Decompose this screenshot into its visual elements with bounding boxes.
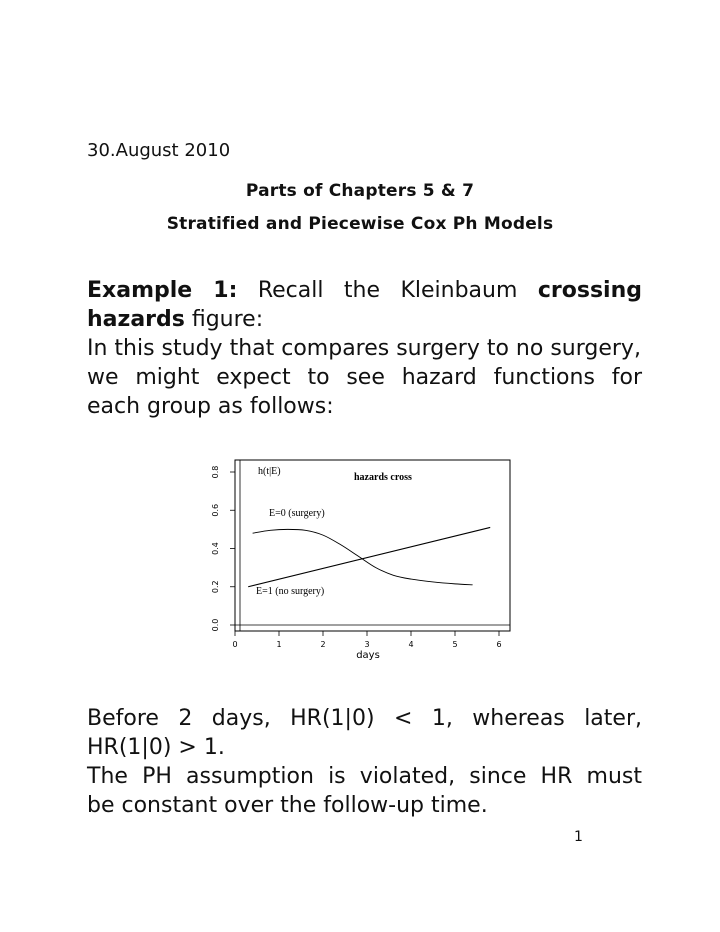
heading-title: Stratified and Piecewise Cox Ph Models <box>166 214 554 234</box>
x-axis <box>232 631 501 649</box>
date: 30.August 2010 <box>87 140 231 161</box>
x-tick-label-1: 1 <box>276 640 282 649</box>
x-tick-label-0: 0 <box>232 640 238 649</box>
y-axis-label: h(t|E) <box>258 466 281 477</box>
series-group <box>248 527 490 586</box>
example-text-1: Recall the Kleinbaum <box>257 278 518 303</box>
x-axis-label: days <box>356 650 380 661</box>
y-tick-label-2: 0.4 <box>211 542 220 555</box>
x-tick-label-5: 5 <box>452 640 458 649</box>
y-axis <box>211 466 235 632</box>
x-tick-label-2: 2 <box>320 640 326 649</box>
y-tick-label-3: 0.6 <box>211 503 220 517</box>
example-bold-crossing: crossing <box>537 278 642 303</box>
example-line-1 <box>87 276 642 305</box>
conclusion-line-3: The PH assumption is violated, since HR must <box>87 764 642 789</box>
series-label-no-surgery: E=1 (no surgery) <box>256 586 325 597</box>
plot-frame <box>235 460 510 631</box>
conclusion-line-4: be constant over the follow-up time. <box>87 793 488 818</box>
example-paragraph <box>87 276 642 421</box>
example-line-2 <box>87 305 642 334</box>
chart-title: hazards cross <box>354 472 412 483</box>
example-line-4: we might expect to see hazard functions for <box>87 365 642 390</box>
x-tick-label-3: 3 <box>364 640 370 649</box>
x-tick-label-4: 4 <box>408 640 414 649</box>
conclusion-line-2: HR(1|0) > 1. <box>87 735 225 760</box>
heading-chapters: Parts of Chapters 5 & 7 <box>245 181 475 201</box>
page-number: 1 <box>574 829 583 845</box>
example-line-5: each group as follows: <box>87 394 334 419</box>
y-tick-label-4: 0.8 <box>211 465 220 479</box>
example-bold-hazards: hazards <box>87 307 185 332</box>
example-line-3: In this study that compares surgery to no surgery, <box>87 336 641 361</box>
x-tick-label-6: 6 <box>496 640 502 649</box>
example-label: Example 1: <box>87 278 238 303</box>
example-text-2: figure: <box>191 307 264 332</box>
hazards-chart <box>200 455 520 665</box>
conclusion-line-1: Before 2 days, HR(1|0) < 1, whereas later, <box>87 706 642 731</box>
conclusion-paragraph <box>87 704 642 820</box>
series-line-1 <box>248 527 490 586</box>
series-label-surgery: E=0 (surgery) <box>269 508 325 519</box>
y-tick-label-1: 0.2 <box>211 580 220 594</box>
y-tick-label-0: 0.0 <box>211 618 220 632</box>
series-line-0 <box>253 529 473 584</box>
